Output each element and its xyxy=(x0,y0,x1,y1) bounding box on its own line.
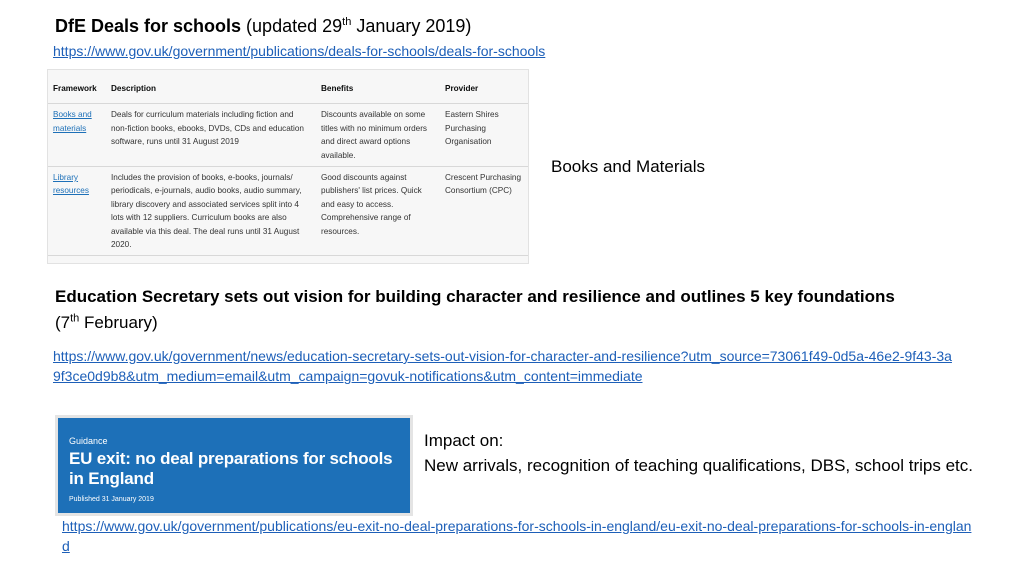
section-date xyxy=(55,313,158,333)
cell-benefits: Good discounts against publishers' list prices. Quick and easy to access. Comprehensive range of resources. xyxy=(316,167,440,256)
impact-heading: Impact on: xyxy=(424,431,504,450)
cell-provider: Eastern Shires Purchasing Organisation xyxy=(440,104,528,167)
banner-title: EU exit: no deal preparations for schools in England xyxy=(69,449,393,488)
deals-table-image xyxy=(47,69,529,264)
date-sup: th xyxy=(70,312,80,325)
title-suffix: January 2019) xyxy=(351,16,472,36)
impact-text xyxy=(424,428,994,478)
cell-description: Includes the provision of books, e-books, journals/ periodicals, e-journals, audio books, audio summary, library discovery and associated services split into 4 lots with 12 suppliers. Curriculum books are also available via this deal. The deal runs until 31 August 2020. xyxy=(106,167,316,256)
header-description: Description xyxy=(106,70,316,104)
title-prefix: (updated 29 xyxy=(241,16,343,36)
impact-body: New arrivals, recognition of teaching qualifications, DBS, school trips etc. xyxy=(424,456,973,475)
deals-table xyxy=(48,70,528,256)
table-header-row xyxy=(48,70,528,104)
header-framework: Framework xyxy=(48,70,106,104)
date-suffix: February) xyxy=(79,313,158,332)
books-materials-label: Books and Materials xyxy=(551,157,706,176)
framework-link[interactable]: Books and materials xyxy=(53,110,92,133)
banner-kicker: Guidance xyxy=(69,436,108,446)
title-bold: DfE Deals for schools xyxy=(55,16,242,36)
header-benefits: Benefits xyxy=(316,70,440,104)
banner-published: Published 31 January 2019 xyxy=(69,496,154,503)
table-row xyxy=(48,167,528,256)
section-title-character: Education Secretary sets out vision for building character and resilience and outlines 5 key foundations xyxy=(55,287,895,306)
title-sup: th xyxy=(342,16,352,28)
eu-exit-link[interactable]: https://www.gov.uk/government/publications/eu-exit-no-deal-preparations-for-schools-in-england/eu-exit-no-deal-preparations-for-schools-in-england xyxy=(62,518,972,554)
cell-framework xyxy=(48,104,106,167)
guidance-banner-image xyxy=(55,415,413,516)
cell-provider: Crescent Purchasing Consortium (CPC) xyxy=(440,167,528,256)
date-prefix: (7 xyxy=(55,313,71,332)
header-provider: Provider xyxy=(440,70,528,104)
character-link[interactable]: https://www.gov.uk/government/news/education-secretary-sets-out-vision-for-character-and-resilience?utm_source=73061f49-0d5a-46e2-9f43-3a9f3ce0d9b8&utm_medium=email&utm_campaign=govuk-notifications&utm_content=immediate xyxy=(53,348,952,384)
section-title-deals xyxy=(55,16,471,37)
cell-description: Deals for curriculum materials including fiction and non-fiction books, ebooks, DVDs, CDs and education software, runs until 31 August 2019 xyxy=(106,104,316,167)
cell-framework xyxy=(48,167,106,256)
deals-link[interactable]: https://www.gov.uk/government/publications/deals-for-schools/deals-for-schools xyxy=(53,43,546,59)
cell-benefits: Discounts available on some titles with no minimum orders and direct award options available. xyxy=(316,104,440,167)
framework-link[interactable]: Library resources xyxy=(53,173,89,196)
table-row xyxy=(48,104,528,167)
